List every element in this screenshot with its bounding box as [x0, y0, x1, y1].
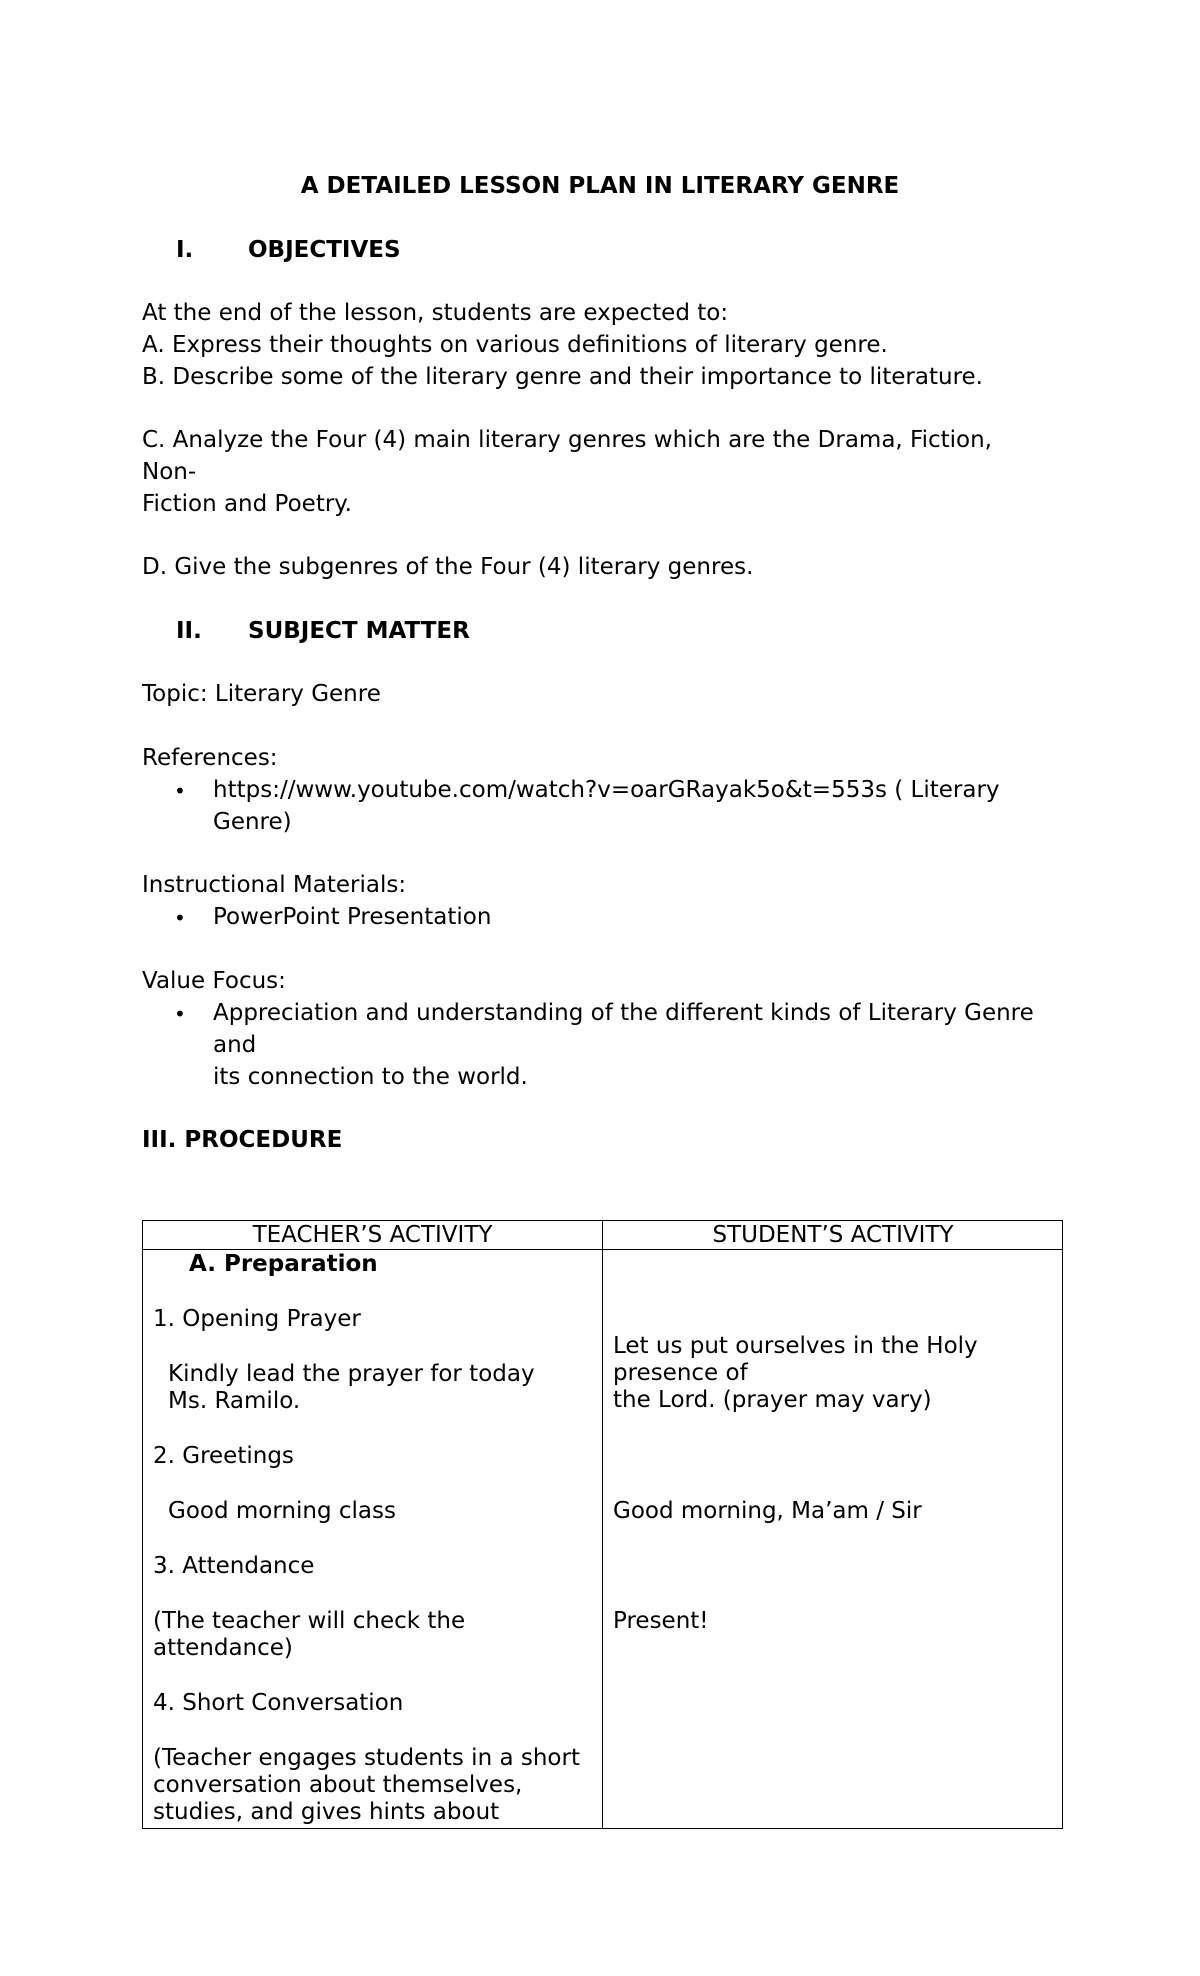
bullet-icon: • — [174, 779, 186, 803]
value-focus-line2: and — [213, 1032, 257, 1058]
objective-a: A. Express their thoughts on various definitions of literary genre. — [142, 332, 888, 358]
objectives-number: I. — [176, 237, 194, 263]
bullet-icon: • — [174, 906, 186, 930]
teacher-greetings: 2. Greetings — [153, 1443, 294, 1469]
references-label: References: — [142, 745, 278, 771]
objective-c-line2: Non- — [142, 459, 197, 485]
subject-matter-heading: SUBJECT MATTER — [248, 618, 470, 644]
teacher-prayer-line1: Kindly lead the prayer for today — [168, 1361, 535, 1387]
table-column-divider — [602, 1221, 603, 1828]
teacher-conversation-line2: conversation about themselves, — [153, 1772, 523, 1798]
teacher-attendance-line2: attendance) — [153, 1635, 293, 1661]
procedure-table — [142, 1220, 1063, 1829]
teacher-conversation-line1: (Teacher engages students in a short — [153, 1745, 580, 1771]
objective-c-line3: Fiction and Poetry. — [142, 491, 352, 517]
objectives-heading: OBJECTIVES — [248, 237, 401, 263]
teacher-conversation-line3: studies, and gives hints about — [153, 1799, 500, 1825]
student-attendance: Present! — [613, 1608, 709, 1634]
student-prayer-line3: the Lord. (prayer may vary) — [613, 1387, 932, 1413]
section-preparation: A. Preparation — [189, 1251, 378, 1277]
student-prayer-line2: presence of — [613, 1360, 748, 1386]
topic: Topic: Literary Genre — [142, 681, 381, 707]
teacher-opening-prayer: 1. Opening Prayer — [153, 1306, 361, 1332]
teacher-greeting-text: Good morning class — [168, 1498, 396, 1524]
value-focus-line3: its connection to the world. — [213, 1064, 528, 1090]
teacher-prayer-line2: Ms. Ramilo. — [168, 1388, 301, 1414]
student-greeting: Good morning, Ma’am / Sir — [613, 1498, 922, 1524]
objective-c-line1: C. Analyze the Four (4) main literary genres which are the Drama, Fiction, — [142, 427, 992, 453]
objective-d: D. Give the subgenres of the Four (4) literary genres. — [142, 554, 754, 580]
bullet-icon: • — [174, 1002, 186, 1026]
objective-b: B. Describe some of the literary genre and their importance to literature. — [142, 364, 983, 390]
material-item: PowerPoint Presentation — [213, 904, 492, 930]
reference-link-line1[interactable]: https://www.youtube.com/watch?v=oarGRayak5o&t=553s ( Literary — [213, 777, 1000, 803]
value-focus-line1: Appreciation and understanding of the different kinds of Literary Genre — [213, 1000, 1034, 1026]
teacher-short-conversation: 4. Short Conversation — [153, 1690, 404, 1716]
subject-matter-number: II. — [176, 618, 202, 644]
objectives-intro: At the end of the lesson, students are expected to: — [142, 300, 729, 326]
materials-label: Instructional Materials: — [142, 872, 407, 898]
value-focus-label: Value Focus: — [142, 968, 286, 994]
table-header-divider — [143, 1249, 1062, 1250]
table-header-teacher: TEACHER’S ACTIVITY — [252, 1222, 493, 1248]
procedure-heading: III. PROCEDURE — [142, 1127, 343, 1153]
student-prayer-line1: Let us put ourselves in the Holy — [613, 1333, 978, 1359]
reference-link-line2[interactable]: Genre) — [213, 809, 292, 835]
page-title: A DETAILED LESSON PLAN IN LITERARY GENRE — [300, 173, 900, 199]
teacher-attendance: 3. Attendance — [153, 1553, 315, 1579]
teacher-attendance-line1: (The teacher will check the — [153, 1608, 466, 1634]
table-header-student: STUDENT’S ACTIVITY — [712, 1222, 954, 1248]
